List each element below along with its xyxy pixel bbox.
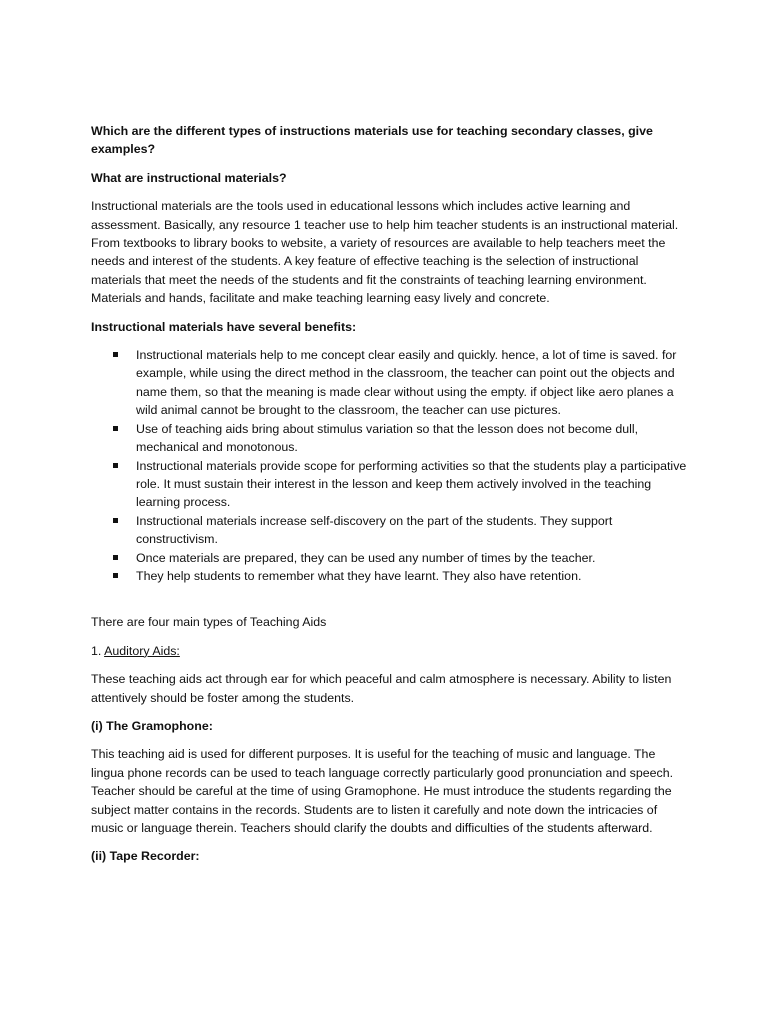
list-item-text: They help students to remember what they have learnt. They also have retention. (136, 568, 582, 583)
tape-recorder-heading: (ii) Tape Recorder: (91, 849, 200, 864)
square-bullet-icon (113, 426, 118, 431)
auditory-aids-heading (91, 642, 687, 660)
list-item-text: Instructional materials help to me concept clear easily and quickly. hence, a lot of time is saved. for example, while using the direct method in the classroom, the teacher can point out the objects and name them, so that the meaning is made clear without using the empty. if object like aero planes a wild animal cannot be brought to the classroom, the teacher can use pictures. (136, 348, 677, 418)
auditory-aids-number: 1. (91, 643, 102, 658)
list-item-text: Use of teaching aids bring about stimulus variation so that the lesson does not become dull, mechanical and monotonous. (136, 421, 639, 455)
square-bullet-icon (113, 573, 118, 578)
heading-types: There are four main types of Teaching Aids (91, 615, 327, 630)
document-body (91, 122, 687, 876)
list-item (91, 512, 687, 549)
heading-what-are-materials: What are instructional materials? (91, 170, 287, 185)
list-item (91, 457, 687, 512)
list-item-text: Once materials are prepared, they can be used any number of times by the teacher. (136, 550, 596, 565)
gramophone-heading: (i) The Gramophone: (91, 718, 213, 733)
square-bullet-icon (113, 463, 118, 468)
list-item-text: Instructional materials provide scope for performing activities so that the students play a participative role. It must sustain their interest in the lesson and keep them actively involved in the teaching learning process. (136, 458, 687, 510)
benefits-list (91, 346, 687, 585)
heading-benefits: Instructional materials have several benefits: (91, 319, 357, 334)
intro-paragraph: Instructional materials are the tools used in educational lessons which includes active learning and assessment. Basically, any resource 1 teacher use to help him teacher students is an instructional material. From textbooks to library books to website, a variety of resources are available to help teachers meet the needs and interest of the students. A key feature of effective teaching is the selection of instructional materials that meet the needs of the students and fit the constraints of teaching learning environment. Materials and hands, facilitate and make teaching learning easy lively and concrete. (91, 199, 679, 306)
square-bullet-icon (113, 555, 118, 560)
list-item-text: Instructional materials increase self-discovery on the part of the students. They support constructivism. (136, 513, 613, 547)
auditory-aids-paragraph: These teaching aids act through ear for which peaceful and calm atmosphere is necessary. Ability to listen attentively should be foster among the students. (91, 672, 672, 705)
gramophone-paragraph: This teaching aid is used for different purposes. It is useful for the teaching of music and language. The lingua phone records can be used to teach language correctly particularly good pronunciation and speech. Teacher should be careful at the time of using Gramophone. He must introduce the students regarding the subject matter contains in the records. Students are to listen it carefully and note down the intricacies of music or language therein. Teachers should clarify the doubts and difficulties of the students afterward. (91, 747, 674, 835)
list-item (91, 420, 687, 457)
list-item (91, 549, 687, 567)
square-bullet-icon (113, 352, 118, 357)
auditory-aids-label: Auditory Aids: (104, 643, 180, 658)
list-item (91, 567, 687, 585)
question-heading: Which are the different types of instructions materials use for teaching secondary classes, give examples? (91, 124, 653, 157)
square-bullet-icon (113, 518, 118, 523)
list-item (91, 346, 687, 420)
